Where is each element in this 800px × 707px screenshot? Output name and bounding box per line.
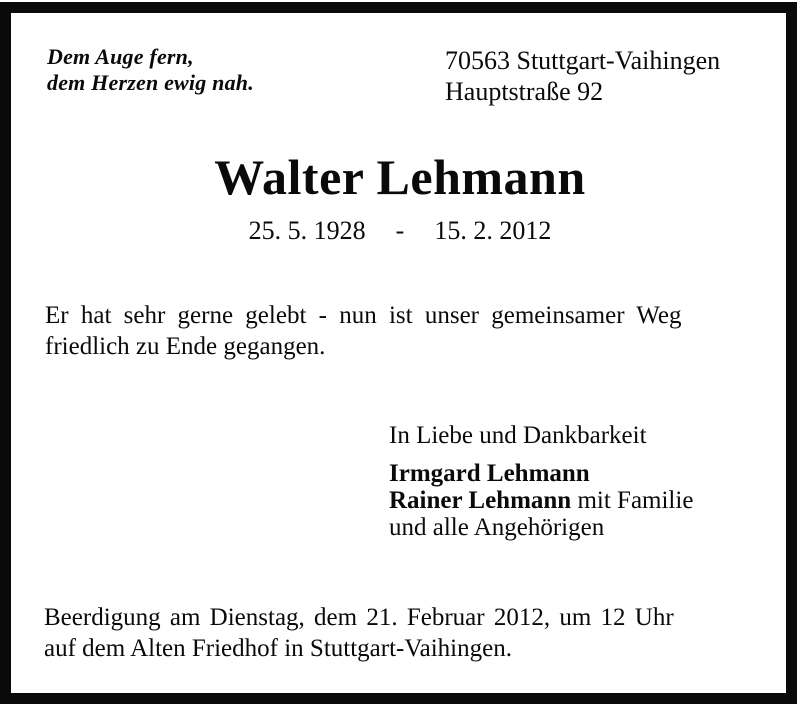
birth-date: 25. 5. 1928 — [248, 216, 366, 245]
mourner-name: Rainer Lehmann — [389, 487, 572, 514]
tribute-intro: In Liebe und Dankbarkeit — [389, 422, 647, 449]
farewell-message-line-1: Er hat sehr gerne gelebt - nun ist unser gemeinsamer Weg — [45, 302, 682, 329]
mourner-suffix: mit Familie — [571, 487, 694, 514]
life-dates — [0, 216, 800, 246]
dates-separator: - — [395, 216, 405, 245]
farewell-message-line-2: friedlich zu Ende gegangen. — [45, 333, 326, 360]
funeral-announcement — [44, 602, 674, 664]
address-line-2: Hauptstraße 92 — [445, 77, 604, 106]
funeral-announcement-line-2: auf dem Alten Friedhof in Stuttgart-Vaihingen. — [44, 635, 512, 662]
address-line-1: 70563 Stuttgart-Vaihingen — [445, 46, 721, 75]
epitaph-line-1: Dem Auge fern, — [47, 44, 194, 69]
mourner-name: Irmgard Lehmann — [389, 460, 590, 487]
mourner-line: und alle Angehörigen — [389, 514, 605, 541]
epitaph — [47, 44, 254, 96]
death-date: 15. 2. 2012 — [434, 216, 552, 245]
mourners-list — [389, 460, 693, 541]
mourner-line — [389, 487, 693, 514]
deceased-name: Walter Lehmann — [214, 149, 586, 205]
farewell-message — [45, 300, 682, 362]
funeral-announcement-line-1: Beerdigung am Dienstag, dem 21. Februar 2012, um 12 Uhr — [44, 604, 674, 631]
epitaph-line-2: dem Herzen ewig nah. — [47, 70, 254, 95]
mourner-line — [389, 460, 693, 487]
publisher-address — [445, 45, 720, 107]
